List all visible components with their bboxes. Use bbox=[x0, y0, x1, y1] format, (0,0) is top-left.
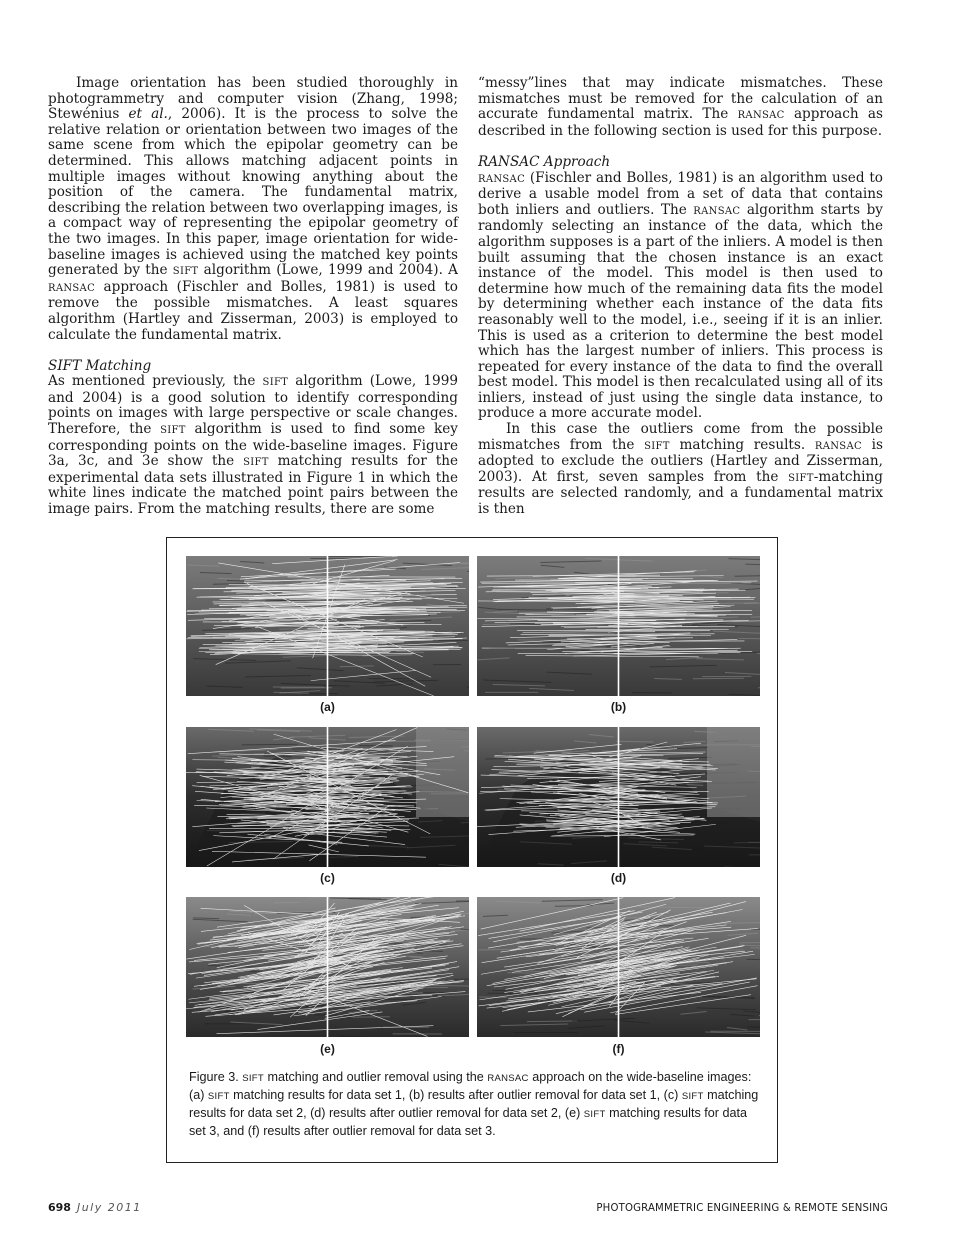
match-image-c bbox=[186, 727, 469, 867]
figure-panel-c bbox=[186, 727, 469, 867]
match-image-d bbox=[477, 727, 760, 867]
figure-panel-e bbox=[186, 897, 469, 1037]
paragraph-image-orientation: Image orientation has been studied thoroughly in photogrammetry and computer vision (Zhang, 1998; Stewénius et al., 2006). It is the process to solve the relative relation or orientation between two images of the same scene from which the epipolar geometry can be determined. This allows matching adjacent points in multiple images without knowing anything about the position of the camera. The fundamental matrix, describing the relation between two overlapping images, is a compact way of representing the epipolar geometry of the two images. In this paper, image orientation for wide-baseline images is achieved using the matched key points generated by the SIFT algorithm (Lowe, 1999 and 2004). A RANSAC approach (Fischler and Bolles, 1981) is used to remove the possible mismatches. A least squares algorithm (Hartley and Zisserman, 2003) is employed to calculate the fundamental matrix. bbox=[48, 75, 459, 343]
paragraph-mismatches: “messy”lines that may indicate mismatches. These mismatches must be removed for the calculation of an accurate fundamental matrix. The RANSAC approach as described in the following section is used for this purpose. bbox=[478, 75, 884, 139]
paragraph-sift-matching: As mentioned previously, the SIFT algorithm (Lowe, 1999 and 2004) is a good solution to identify corresponding points on images with large perspective or scale changes. Therefore, the SIFT algorithm is used to find some key corresponding points on the wide-baseline images. Figure 3a, 3c, and 3e show the SIFT matching results for the experimental data sets illustrated in Figure 1 in which the white lines indicate the matched point pairs between the image pairs. From the matching results, there are some bbox=[48, 373, 458, 518]
figure-label-f: (f) bbox=[612, 1042, 625, 1056]
figure-label-e: (e) bbox=[320, 1042, 335, 1056]
figure-panel-d bbox=[477, 727, 760, 867]
match-image-a bbox=[186, 556, 469, 696]
figure-label-a: (a) bbox=[320, 700, 335, 714]
section-heading-ransac-approach: RANSAC Approach bbox=[478, 153, 611, 170]
figure-label-c: (c) bbox=[320, 871, 335, 885]
page-footer-left bbox=[48, 1201, 142, 1214]
match-image-f bbox=[477, 897, 760, 1037]
right-column bbox=[478, 76, 883, 518]
figure-panel-a bbox=[186, 556, 469, 696]
figure-panel-f bbox=[477, 897, 760, 1037]
figure-panel-b bbox=[477, 556, 760, 696]
left-column bbox=[48, 76, 458, 518]
match-image-b bbox=[477, 556, 760, 696]
match-image-e bbox=[186, 897, 469, 1037]
figure-3 bbox=[166, 537, 778, 1163]
section-heading-sift-matching: SIFT Matching bbox=[48, 357, 152, 374]
page-number: 698 bbox=[48, 1201, 71, 1214]
issue-date: July 2011 bbox=[76, 1201, 142, 1214]
figure-label-b: (b) bbox=[610, 700, 627, 714]
figure-caption: Figure 3. SIFT matching and outlier removal using the RANSAC approach on the wide-baseline images: (a) SIFT matching results for data set 1, (b) results after outlier removal for data set 1, (c) SIFT matching results for data set 2, (d) results after outlier removal for data set 2, (e) SIFT matching results for data set 3, and (f) results after outlier removal for data set 3. bbox=[189, 1070, 759, 1138]
journal-name: PHOTOGRAMMETRIC ENGINEERING & REMOTE SENSING bbox=[596, 1201, 888, 1214]
paragraph-ransac-description: RANSAC (Fischler and Bolles, 1981) is an algorithm used to derive a usable model from a set of data that contains both inliers and outliers. The RANSAC algorithm starts by randomly selecting an instance of the data, which the algorithm supposes is a part of the inliers. A model is then built assuming that the chosen instance is an exact instance of the model. This model is then used to determine how much of the remaining data fits the model by determining whether each instance of the data fits reasonably well to the model, i.e., seeing if it is an inlier. This is used as a criterion to determine the best model which has the largest number of inliers. This process is repeated for every instance of the data to find the overall best model. This model is then recalculated using all of its inliers, instead of just using the single data instance, to produce a more accurate model. bbox=[478, 169, 883, 422]
figure-label-d: (d) bbox=[610, 871, 627, 885]
paragraph-outliers: In this case the outliers come from the possible mismatches from the SIFT matching results. RANSAC is adopted to exclude the outliers (Hartley and Zisserman, 2003). At first, seven samples from the SIFT-matching results are selected randomly, and a fundamental matrix is then bbox=[478, 421, 883, 518]
